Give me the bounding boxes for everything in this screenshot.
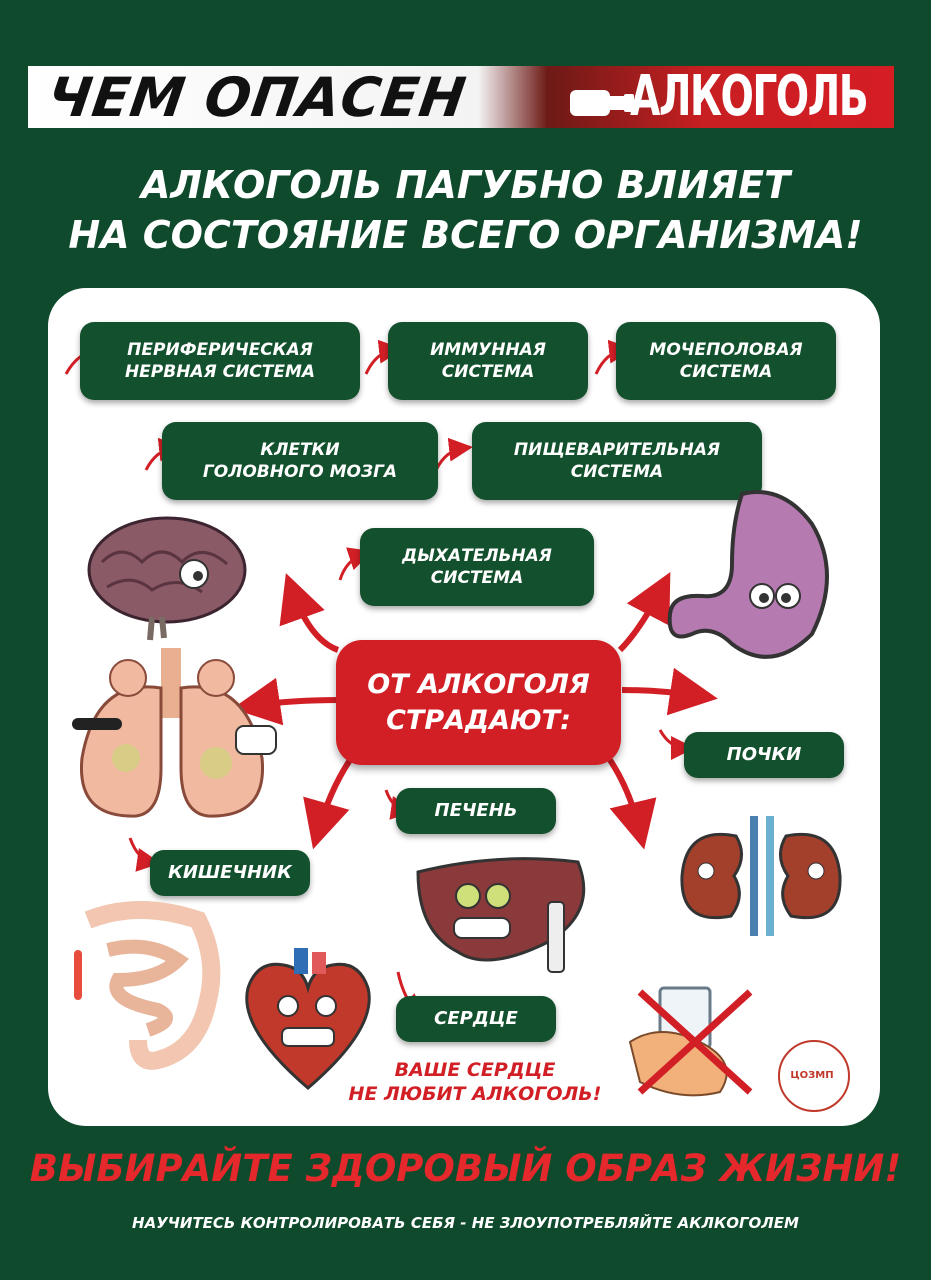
urogenital-system-pill [616, 322, 836, 400]
header-left-text: ЧЕМ ОПАСЕН [43, 66, 471, 129]
intestine-icon [68, 900, 228, 1070]
immune-line1: ИММУННАЯ [430, 340, 546, 360]
footer-title: ВЫБИРАЙТЕ ЗДОРОВЫЙ ОБРАЗ ЖИЗНИ! [29, 1147, 902, 1190]
center-suffer-box [336, 640, 621, 765]
header-right-text: АЛКОГОЛЬ [630, 64, 868, 129]
footer-subtitle: НАУЧИТЕСЬ КОНТРОЛИРОВАТЬ СЕБЯ - НЕ ЗЛОУПОТРЕБЛЯЙТЕ АКЛКОГОЛЕМ [132, 1214, 799, 1232]
heart-icon [238, 948, 378, 1098]
peripheral-line2: НЕРВНАЯ СИСТЕМА [124, 362, 316, 382]
center-line1: ОТ АЛКОГОЛЯ [367, 668, 590, 700]
heart-pill: СЕРДЦЕ [396, 996, 556, 1042]
brain-icon [82, 512, 252, 642]
urogenital-line2: СИСТЕМА [679, 362, 773, 382]
immune-line2: СИСТЕМА [441, 362, 535, 382]
logo-text: ЦОЗМП [790, 1070, 834, 1081]
respiratory-line2: СИСТЕМА [430, 568, 524, 588]
brain-cells-pill [162, 422, 438, 500]
subtitle-line1: АЛКОГОЛЬ ПАГУБНО ВЛИЯЕТ [140, 163, 791, 207]
liver-pill: ПЕЧЕНЬ [396, 788, 556, 834]
center-line2: СТРАДАЮТ: [386, 704, 571, 736]
urogenital-line1: МОЧЕПОЛОВАЯ [649, 340, 803, 360]
kidneys-icon [676, 816, 846, 936]
digestive-line2: СИСТЕМА [570, 462, 664, 482]
stomach-icon [662, 484, 852, 674]
respiratory-system-pill [360, 528, 594, 606]
liver-icon [398, 852, 598, 982]
digestive-line1: ПИЩЕВАРИТЕЛЬНАЯ [513, 440, 721, 460]
respiratory-line1: ДЫХАТЕЛЬНАЯ [402, 546, 552, 566]
brain-line1: КЛЕТКИ [260, 440, 340, 460]
peripheral-nervous-system-pill [80, 322, 360, 400]
heart-note [340, 1058, 610, 1106]
crossed-glass-icon [620, 982, 770, 1102]
heart-note-line2: НЕ ЛЮБИТ АЛКОГОЛЬ! [348, 1083, 602, 1105]
intestine-pill: КИШЕЧНИК [150, 850, 310, 896]
kidneys-pill: ПОЧКИ [684, 732, 844, 778]
subtitle-line2: НА СОСТОЯНИЕ ВСЕГО ОРГАНИЗМА! [68, 213, 863, 257]
peripheral-line1: ПЕРИФЕРИЧЕСКАЯ [127, 340, 313, 360]
heart-note-line1: ВАШЕ СЕРДЦЕ [394, 1059, 556, 1081]
brain-line2: ГОЛОВНОГО МОЗГА [202, 462, 398, 482]
lungs-icon [66, 648, 286, 828]
immune-system-pill [388, 322, 588, 400]
